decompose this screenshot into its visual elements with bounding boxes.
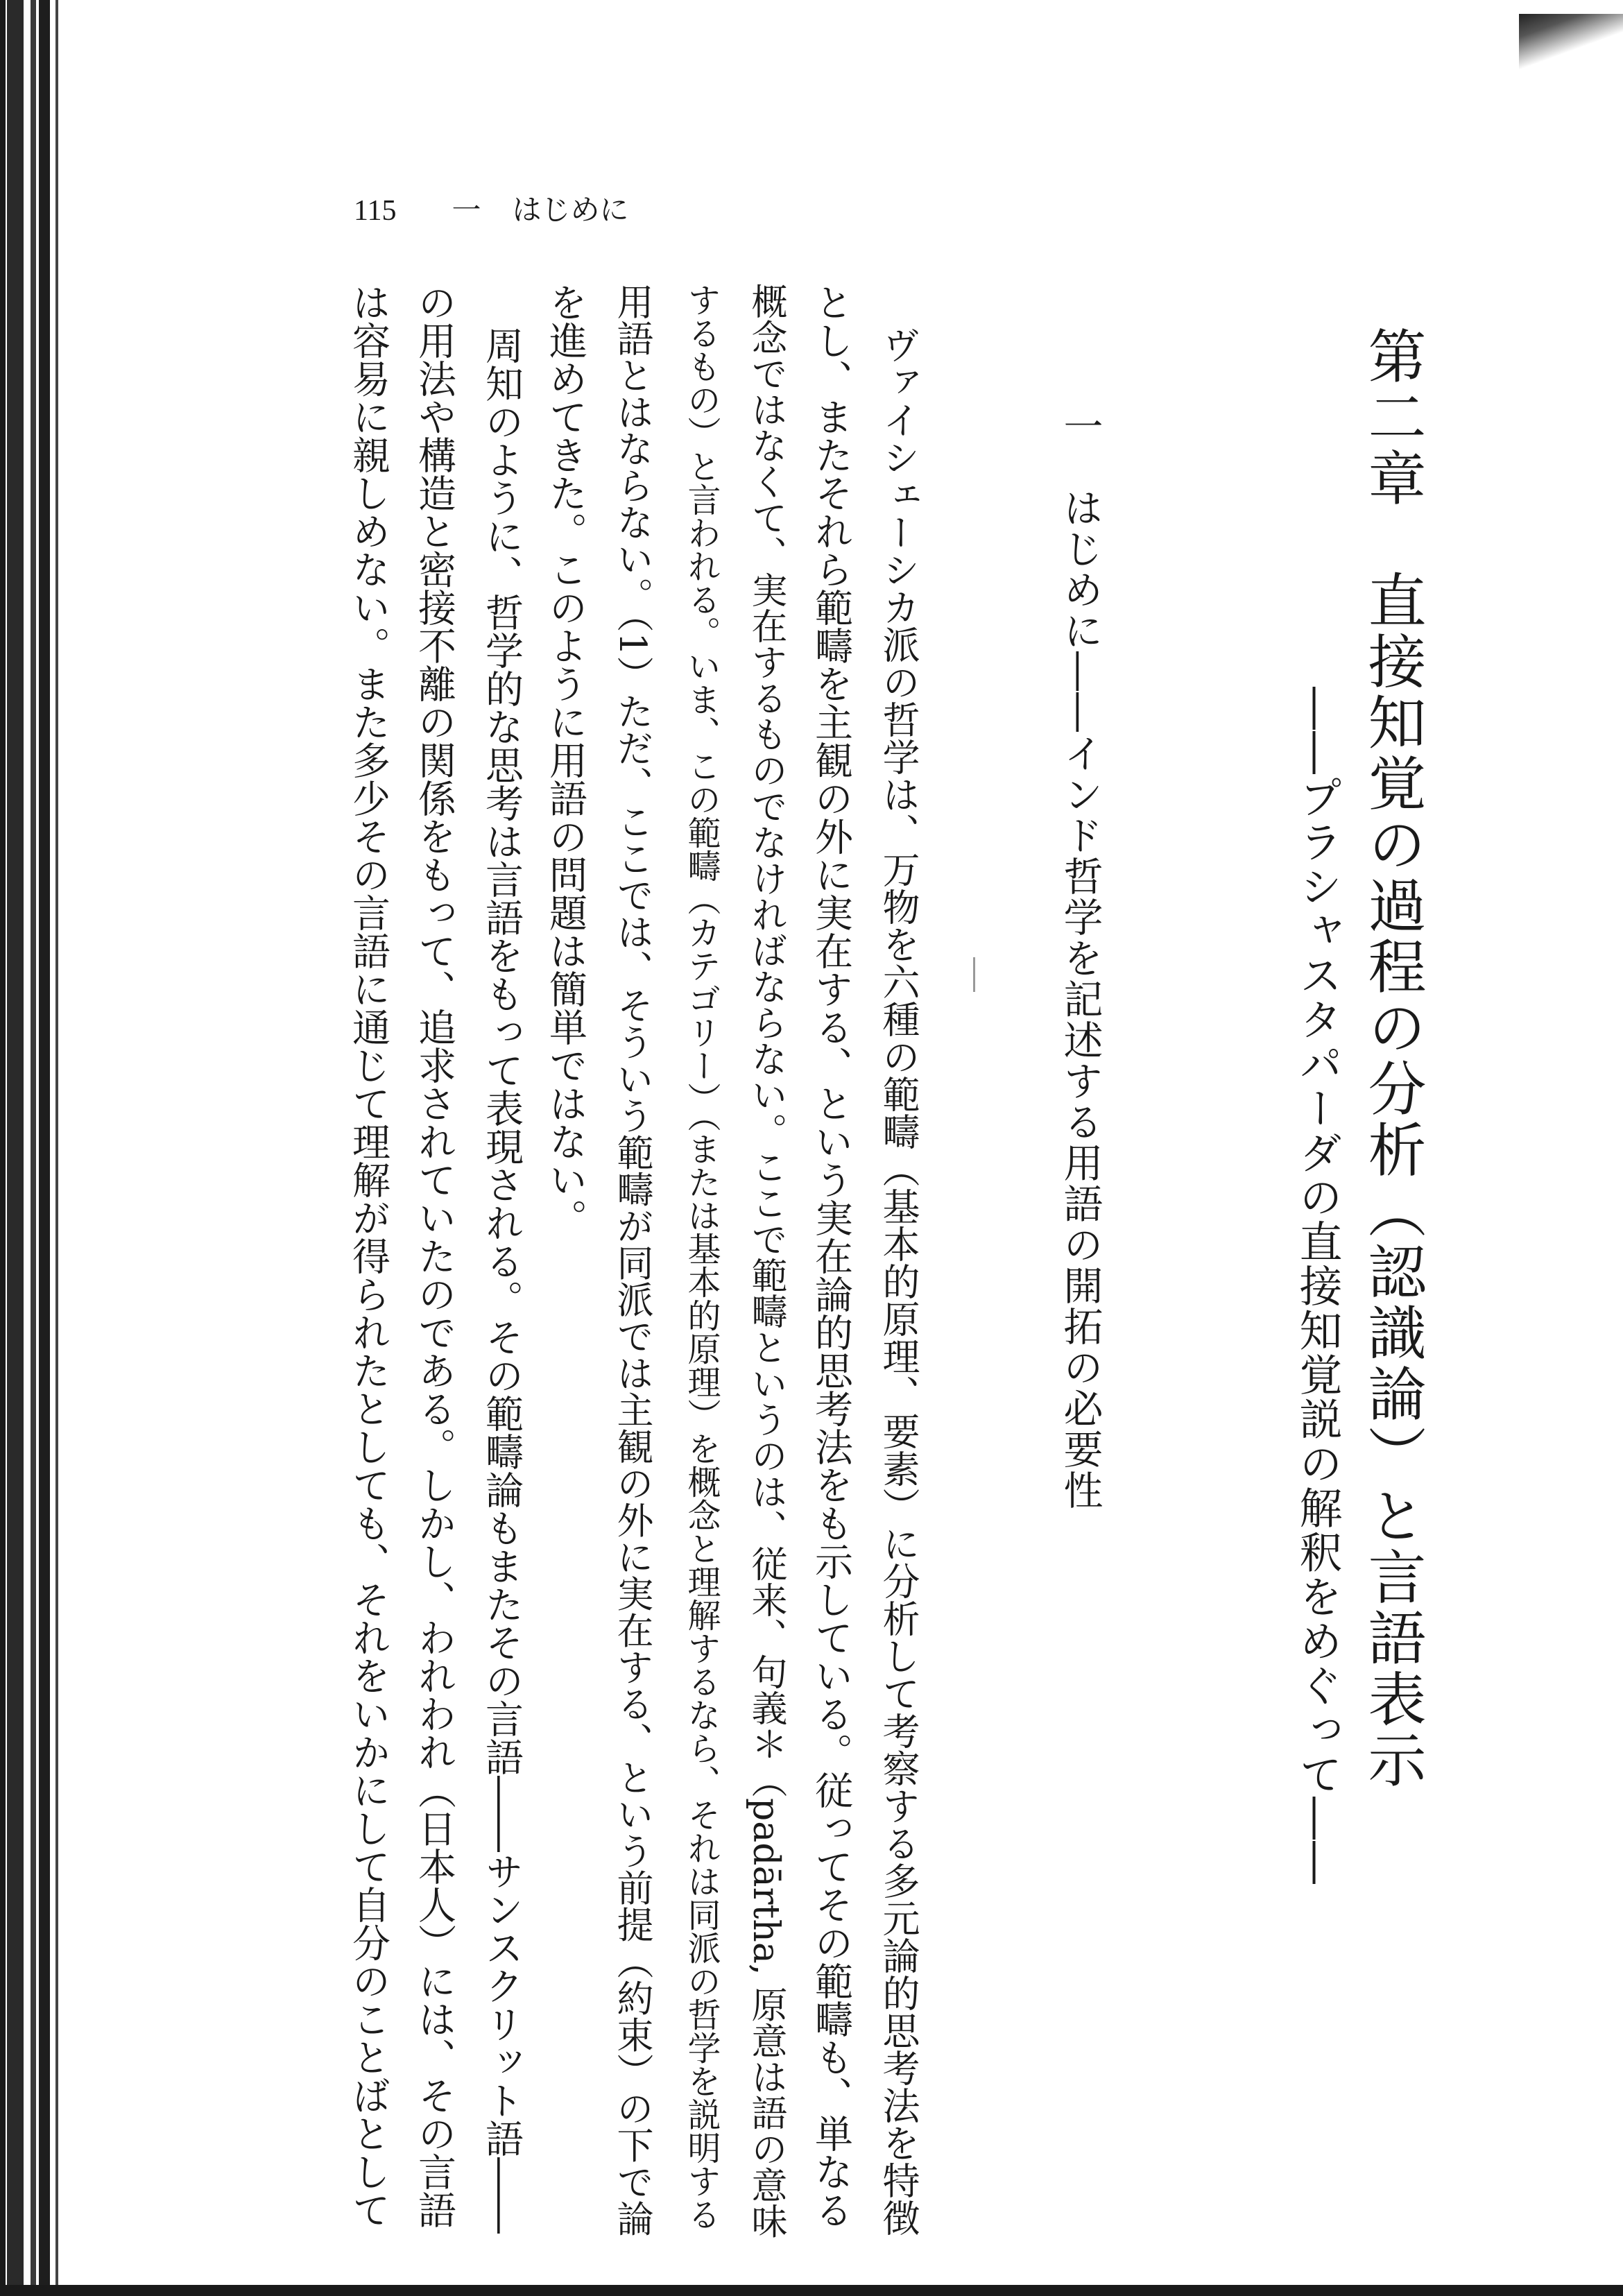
section-heading: 一 はじめに――インド哲学を記述する用語の開拓の必要性 xyxy=(1057,406,1103,1511)
body-line: 用語とはならない。（1）ただ、ここでは、そういう範疇が同派では主観の外に実在する、という前提（約束）の下で論 xyxy=(611,283,653,2237)
chapter-title: 第二章 直接知覚の過程の分析（認識論）と言語表示 xyxy=(1359,326,1427,1791)
scan-stray-mark xyxy=(973,957,975,992)
body-line: の用法や構造と密接不離の関係をもって、追求されていたのである。しかし、われわれ（日本人）には、その言語 xyxy=(412,283,456,2229)
page-number: 115 xyxy=(354,195,397,227)
running-head-dash: 一 xyxy=(452,193,481,227)
body-line: は容易に親しめない。また多少その言語に通じて理解が得られたとしても、それをいかにして自分のことばとして xyxy=(346,283,390,2229)
body-line: 概念ではなくて、実在するものでなければならない。ここで範疇というのは、従来、句義＊（padārtha, 原意は語の意味 xyxy=(745,283,787,2239)
body-line: 周知のように、哲学的な思考は言語をもって表現される。その範疇論もまたその言語――サンスクリット語―― xyxy=(479,326,524,2234)
book-spine-edge xyxy=(0,0,64,2296)
running-head xyxy=(354,187,628,229)
body-line: とし、またそれら範疇を主観の外に実在する、という実在論的思考法をも示している。従ってその範疇も、単なる xyxy=(809,283,853,2229)
body-line: を進めてきた。このように用語の問題は簡単ではない。 xyxy=(543,283,587,1237)
chapter-subtitle: ――プラシャスタパーダの直接知覚説の解釈をめぐって―― xyxy=(1292,687,1343,1885)
body-line: するもの）と言われる。いま、この範疇（カテゴリー）（または基本的原理）を概念と理解するなら、それは同派の哲学を説明する xyxy=(682,283,721,2231)
body-line: ヴァイシェーシカ派の哲学は、万物を六種の範疇（基本的原理、要素）に分析して考察する多元論的思考法を特徴 xyxy=(877,326,920,2236)
scan-corner-smudge xyxy=(1519,14,1623,69)
running-head-section: はじめに xyxy=(512,193,629,227)
scan-bottom-edge xyxy=(0,2285,1623,2296)
